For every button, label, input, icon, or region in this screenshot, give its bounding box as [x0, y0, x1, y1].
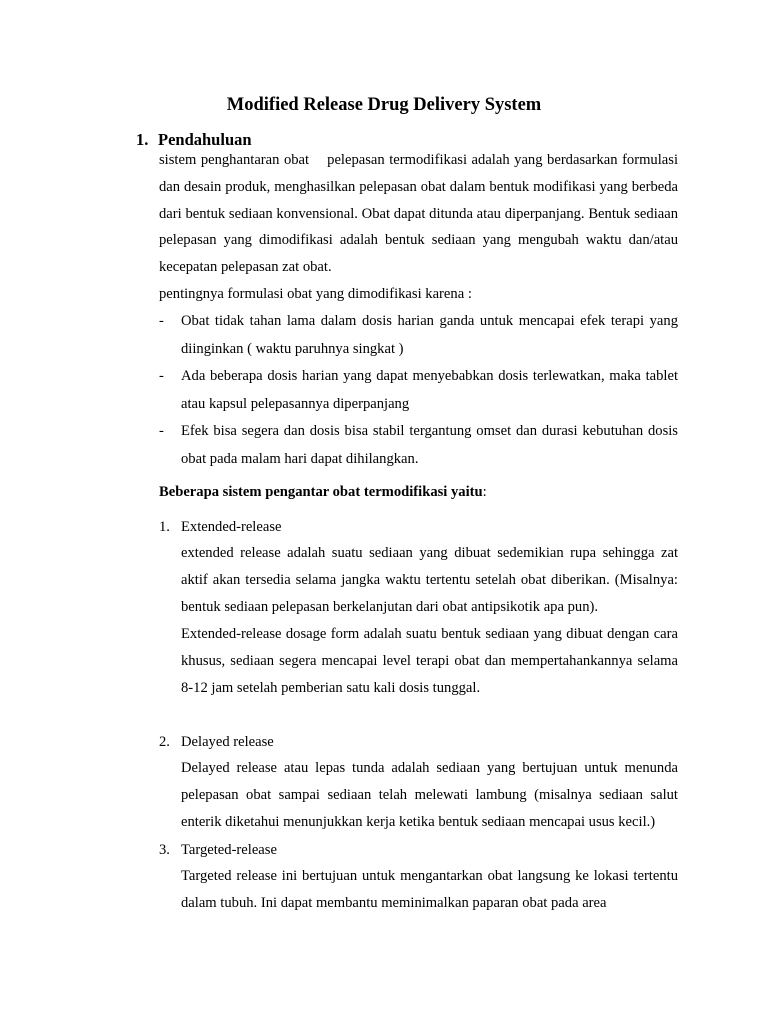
- bullet-text: Efek bisa segera dan dosis bisa stabil tergantung omset dan durasi kebutuhan dosis obat pada malam hari dapat dihilangkan.: [181, 423, 678, 467]
- system-paragraph: Targeted release ini bertujuan untuk mengantarkan obat langsung ke lokasi tertentu dalam tubuh. Ini dapat membantu meminimalkan paparan obat pada area: [181, 868, 678, 911]
- bullet-dash: -: [159, 423, 164, 439]
- system-title-row: [159, 837, 678, 863]
- system-number: 2.: [159, 734, 170, 750]
- system-title: Targeted-release: [181, 842, 277, 858]
- systems-subheading: [159, 480, 487, 504]
- subheading-text: Beberapa sistem pengantar obat termodifikasi yaitu: [159, 484, 483, 500]
- system-item-delayed-release: [159, 729, 678, 836]
- document-title: Modified Release Drug Delivery System: [226, 95, 542, 115]
- bullet-dash: -: [159, 368, 164, 384]
- system-title: Extended-release: [181, 519, 282, 535]
- bullet-text: Ada beberapa dosis harian yang dapat menyebabkan dosis terlewatkan, maka tablet atau kapsul pelepasannya diperpanjang: [181, 368, 678, 412]
- section-title: Pendahuluan: [158, 130, 252, 149]
- system-paragraph: Delayed release atau lepas tunda adalah sediaan yang bertujuan untuk menunda pelepasan obat sampai sediaan telah melewati lambung (misalnya sediaan salut enterik diketahui menunjukkan kerja ketika bentuk sediaan mencapai usus kecil.): [181, 760, 678, 830]
- bullet-text: Obat tidak tahan lama dalam dosis harian ganda untuk mencapai efek terapi yang diinginkan ( waktu paruhnya singkat ): [181, 313, 678, 357]
- system-title-row: [159, 514, 678, 540]
- system-item-targeted-release: [159, 837, 678, 917]
- intro-paragraph: sistem penghantaran obat pelepasan termodifikasi adalah yang berdasarkan formulasi dan desain produk, menghasilkan pelepasan obat dalam bentuk modifikasi yang berbeda dari bentuk sediaan konvensional. Obat dapat ditunda atau diperpanjang. Bentuk sediaan pelepasan yang dimodifikasi adalah bentuk sediaan yang mengubah waktu dan/atau kecepatan pelepasan zat obat.: [159, 152, 682, 276]
- list-item: [159, 308, 678, 363]
- subheading-colon: :: [482, 484, 487, 500]
- system-paragraph: Extended-release dosage form adalah suatu bentuk sediaan yang dibuat dengan cara khusus, sediaan segera mencapai level terapi obat dan mempertahankannya selama 8-12 jam setelah pemberian satu kali dosis tunggal.: [181, 626, 678, 696]
- system-title-row: [159, 729, 678, 755]
- system-number: 3.: [159, 842, 170, 858]
- section-number: 1.: [136, 130, 149, 149]
- reasons-list: [159, 308, 678, 473]
- system-item-extended-release: [159, 514, 678, 702]
- importance-note: pentingnya formulasi obat yang dimodifikasi karena :: [159, 286, 472, 302]
- bullet-dash: -: [159, 313, 164, 329]
- system-number: 1.: [159, 519, 170, 535]
- system-paragraph: extended release adalah suatu sediaan yang dibuat sedemikian rupa sehingga zat aktif akan tersedia selama jangka waktu tertentu setelah obat diberikan. (Misalnya: bentuk sediaan pelepasan berkelanjutan dari obat antipsikotik apa pun).: [181, 545, 678, 615]
- list-item: [159, 418, 678, 473]
- system-title: Delayed release: [181, 734, 274, 750]
- list-item: [159, 363, 678, 418]
